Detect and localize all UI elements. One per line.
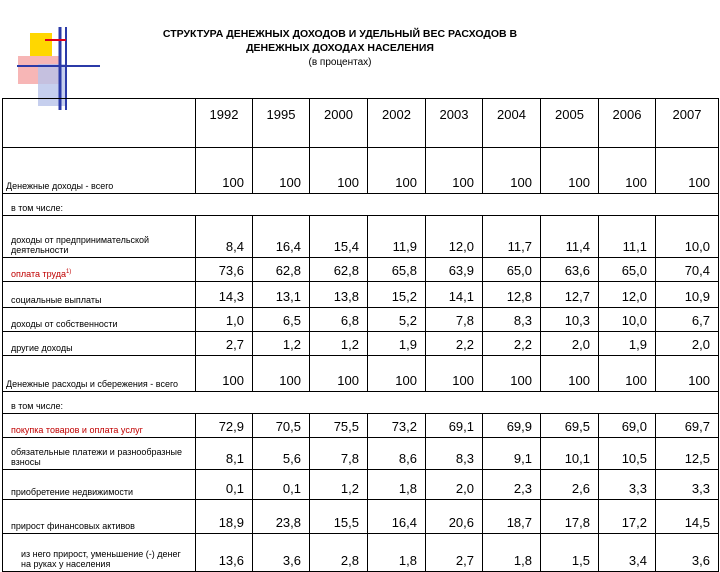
table-header-row: [3, 99, 719, 148]
row-label: [3, 282, 196, 308]
decorative-corner-graphic: [0, 0, 100, 110]
value-cell: 16,4: [368, 500, 426, 534]
table-row: [3, 438, 719, 470]
row-label-text: доходы от собственности: [11, 319, 118, 329]
row-label: [3, 392, 719, 414]
value-cell: 1,8: [368, 534, 426, 572]
value-cell: 75,5: [310, 414, 368, 438]
value-cell: 70,4: [656, 258, 719, 282]
table-row: [3, 332, 719, 356]
value-cell: 12,7: [541, 282, 599, 308]
header-empty-cell: [3, 99, 196, 148]
value-cell: 100: [368, 356, 426, 392]
value-cell: 1,8: [483, 534, 541, 572]
value-cell: 100: [656, 148, 719, 194]
value-cell: 62,8: [253, 258, 310, 282]
value-cell: 100: [196, 356, 253, 392]
row-label-text: в том числе:: [11, 401, 63, 411]
year-header: 2004: [483, 99, 541, 148]
footnote-marker: 1): [65, 269, 72, 275]
value-cell: 12,0: [426, 216, 483, 258]
row-label: [3, 216, 196, 258]
value-cell: 62,8: [310, 258, 368, 282]
title-line-1: СТРУКТУРА ДЕНЕЖНЫХ ДОХОДОВ И УДЕЛЬНЫЙ ВЕС РАСХОДОВ В: [162, 28, 518, 40]
table-row: [3, 194, 719, 216]
value-cell: 17,2: [599, 500, 656, 534]
row-label-text: в том числе:: [11, 203, 63, 213]
row-label: [3, 470, 196, 500]
value-cell: 11,4: [541, 216, 599, 258]
row-label-text: доходы от предпринимательской деятельности: [11, 235, 150, 255]
page-subtitle: (в процентах): [308, 57, 372, 68]
value-cell: 8,3: [426, 438, 483, 470]
value-cell: 3,6: [656, 534, 719, 572]
year-header: 1995: [253, 99, 310, 148]
row-label: [3, 414, 196, 438]
value-cell: 1,2: [310, 332, 368, 356]
value-cell: 15,5: [310, 500, 368, 534]
value-cell: 100: [599, 148, 656, 194]
value-cell: 2,0: [656, 332, 719, 356]
value-cell: 1,2: [253, 332, 310, 356]
value-cell: 100: [310, 148, 368, 194]
row-label-text: социальные выплаты: [11, 295, 102, 305]
value-cell: 2,0: [541, 332, 599, 356]
value-cell: 73,6: [196, 258, 253, 282]
row-label-text: приобретение недвижимости: [11, 487, 134, 497]
value-cell: 20,6: [426, 500, 483, 534]
value-cell: 10,1: [541, 438, 599, 470]
value-cell: 1,8: [368, 470, 426, 500]
value-cell: 9,1: [483, 438, 541, 470]
value-cell: 12,0: [599, 282, 656, 308]
value-cell: 69,5: [541, 414, 599, 438]
row-label-text: обязательные платежи и разнообразные взносы: [11, 447, 182, 467]
value-cell: 69,9: [483, 414, 541, 438]
value-cell: 18,9: [196, 500, 253, 534]
value-cell: 2,2: [483, 332, 541, 356]
value-cell: 1,9: [599, 332, 656, 356]
row-label-text: прирост финансовых активов: [11, 521, 135, 531]
page-title: [110, 27, 570, 55]
value-cell: 8,3: [483, 308, 541, 332]
table-row: [3, 500, 719, 534]
row-label-text: Денежные доходы - всего: [6, 181, 114, 191]
value-cell: 100: [253, 356, 310, 392]
table-row: [3, 308, 719, 332]
value-cell: 2,3: [483, 470, 541, 500]
value-cell: 13,8: [310, 282, 368, 308]
value-cell: 65,0: [483, 258, 541, 282]
value-cell: 2,2: [426, 332, 483, 356]
value-cell: 6,7: [656, 308, 719, 332]
value-cell: 17,8: [541, 500, 599, 534]
table-row: [3, 356, 719, 392]
value-cell: 16,4: [253, 216, 310, 258]
value-cell: 11,7: [483, 216, 541, 258]
value-cell: 10,9: [656, 282, 719, 308]
value-cell: 8,6: [368, 438, 426, 470]
value-cell: 6,8: [310, 308, 368, 332]
value-cell: 6,5: [253, 308, 310, 332]
value-cell: 23,8: [253, 500, 310, 534]
row-label-text: из него прирост, уменьшение (-) денег на руках у населения: [21, 549, 181, 569]
value-cell: 10,3: [541, 308, 599, 332]
value-cell: 15,2: [368, 282, 426, 308]
value-cell: 13,1: [253, 282, 310, 308]
table-row: [3, 414, 719, 438]
value-cell: 2,7: [196, 332, 253, 356]
value-cell: 8,1: [196, 438, 253, 470]
value-cell: 13,6: [196, 534, 253, 572]
value-cell: 3,3: [656, 470, 719, 500]
value-cell: 65,0: [599, 258, 656, 282]
row-label-text: Денежные расходы и сбережения - всего: [6, 379, 179, 389]
row-label-text: покупка товаров и оплата услуг: [11, 425, 143, 435]
value-cell: 100: [426, 356, 483, 392]
value-cell: 1,0: [196, 308, 253, 332]
value-cell: 100: [541, 356, 599, 392]
value-cell: 0,1: [196, 470, 253, 500]
value-cell: 1,9: [368, 332, 426, 356]
value-cell: 100: [599, 356, 656, 392]
value-cell: 5,6: [253, 438, 310, 470]
row-label: [3, 258, 196, 282]
row-label: [3, 534, 196, 572]
table-row: [3, 216, 719, 258]
value-cell: 65,8: [368, 258, 426, 282]
year-header: 1992: [196, 99, 253, 148]
year-header: 2005: [541, 99, 599, 148]
value-cell: 18,7: [483, 500, 541, 534]
value-cell: 11,9: [368, 216, 426, 258]
value-cell: 100: [426, 148, 483, 194]
value-cell: 10,0: [599, 308, 656, 332]
value-cell: 63,6: [541, 258, 599, 282]
value-cell: 15,4: [310, 216, 368, 258]
row-label: [3, 356, 196, 392]
value-cell: 100: [541, 148, 599, 194]
value-cell: 3,3: [599, 470, 656, 500]
row-label-text: другие доходы: [11, 343, 73, 353]
table-row: [3, 392, 719, 414]
value-cell: 72,9: [196, 414, 253, 438]
row-label: [3, 308, 196, 332]
value-cell: 2,8: [310, 534, 368, 572]
value-cell: 8,4: [196, 216, 253, 258]
income-structure-table: [2, 98, 719, 572]
value-cell: 12,5: [656, 438, 719, 470]
value-cell: 1,2: [310, 470, 368, 500]
value-cell: 3,4: [599, 534, 656, 572]
year-header: 2003: [426, 99, 483, 148]
value-cell: 100: [196, 148, 253, 194]
row-label: [3, 438, 196, 470]
title-line-2: ДЕНЕЖНЫХ ДОХОДАХ НАСЕЛЕНИЯ: [246, 42, 434, 54]
row-label-text: оплата труда: [11, 269, 66, 279]
value-cell: 63,9: [426, 258, 483, 282]
table-row: [3, 534, 719, 572]
value-cell: 100: [656, 356, 719, 392]
value-cell: 100: [253, 148, 310, 194]
value-cell: 14,1: [426, 282, 483, 308]
value-cell: 2,0: [426, 470, 483, 500]
value-cell: 10,0: [656, 216, 719, 258]
table-row: [3, 258, 719, 282]
value-cell: 2,7: [426, 534, 483, 572]
year-header: 2000: [310, 99, 368, 148]
year-header: 2007: [656, 99, 719, 148]
value-cell: 14,3: [196, 282, 253, 308]
year-header: 2006: [599, 99, 656, 148]
table-row: [3, 148, 719, 194]
row-label: [3, 148, 196, 194]
value-cell: 5,2: [368, 308, 426, 332]
value-cell: 3,6: [253, 534, 310, 572]
value-cell: 0,1: [253, 470, 310, 500]
value-cell: 100: [483, 356, 541, 392]
value-cell: 2,6: [541, 470, 599, 500]
value-cell: 11,1: [599, 216, 656, 258]
value-cell: 70,5: [253, 414, 310, 438]
row-label: [3, 500, 196, 534]
value-cell: 69,0: [599, 414, 656, 438]
value-cell: 69,1: [426, 414, 483, 438]
value-cell: 10,5: [599, 438, 656, 470]
value-cell: 73,2: [368, 414, 426, 438]
value-cell: 14,5: [656, 500, 719, 534]
row-label: [3, 332, 196, 356]
year-header: 2002: [368, 99, 426, 148]
value-cell: 1,5: [541, 534, 599, 572]
value-cell: 7,8: [426, 308, 483, 332]
value-cell: 100: [310, 356, 368, 392]
value-cell: 100: [483, 148, 541, 194]
row-label: [3, 194, 719, 216]
table-row: [3, 470, 719, 500]
value-cell: 12,8: [483, 282, 541, 308]
table-row: [3, 282, 719, 308]
value-cell: 69,7: [656, 414, 719, 438]
value-cell: 100: [368, 148, 426, 194]
value-cell: 7,8: [310, 438, 368, 470]
